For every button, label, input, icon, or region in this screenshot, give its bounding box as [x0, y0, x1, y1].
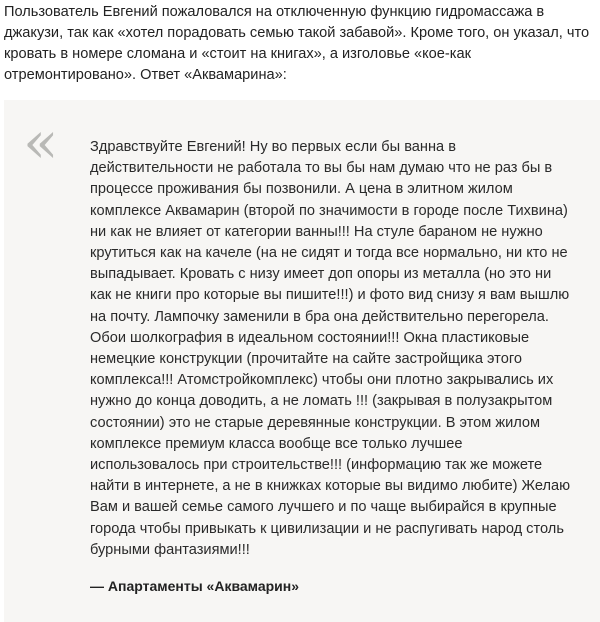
quote-author: — Апартаменты «Аквамарин» [90, 578, 300, 594]
intro-paragraph: Пользователь Евгений пожаловался на отключенную функцию гидромассажа в джакузи, так как «хотел порадовать семью такой забавой». Кроме того, он указал, что кровать в номере сломана и «стоит на книгах», а изголовье «кое-как отремонтировано». Ответ «Аквамарина»: [4, 4, 590, 83]
quote-text: Здравствуйте Евгений! Ну во первых если бы ванна в действительности не работала то вы бы нам думаю что не раз бы в процессе проживания бы позвонили. А цена в элитном жилом комплексе Аквамарин (второй по значимости в городе после Тихвина) ни как не влияет от категории ванны!!! На стуле бараном не нужно крутиться как на качеле (на не сидят и тогда все нормально, ни кто не выпадывает. Кровать с низу имеет доп опоры из металла (но это ни как не книги про которые вы пишите!!!) и фото вид снизу я вам вышлю на почту. Лампочку заменили в бра она действительно перегорела. Обои шолкография в идеальном состоянии!!! Окна пластиковые немецкие конструкции (прочитайте на сайте застройщика этого комплекса!!! Атомстройкомплекс) чтобы они плотно закрывались их нужно до конца доводить, а не ломать !!! (закрывая в полузакрытом состоянии) это не старые деревянные конструкции. В этом жилом комплексе премиум класса вообще все только лучшее использовалось при строительстве!!! (информацию так же можете найти в интернете, а не в книжках которые вы видимо любите) Желаю Вам и вашей семье самого лучшего и по чаще выбирайся в крупные города чтобы привыкать к цивилизации и не распугивать народ столь бурными фантазиями!!! [90, 139, 571, 558]
quote-mark-icon: « [23, 108, 59, 176]
blockquote [4, 100, 600, 622]
